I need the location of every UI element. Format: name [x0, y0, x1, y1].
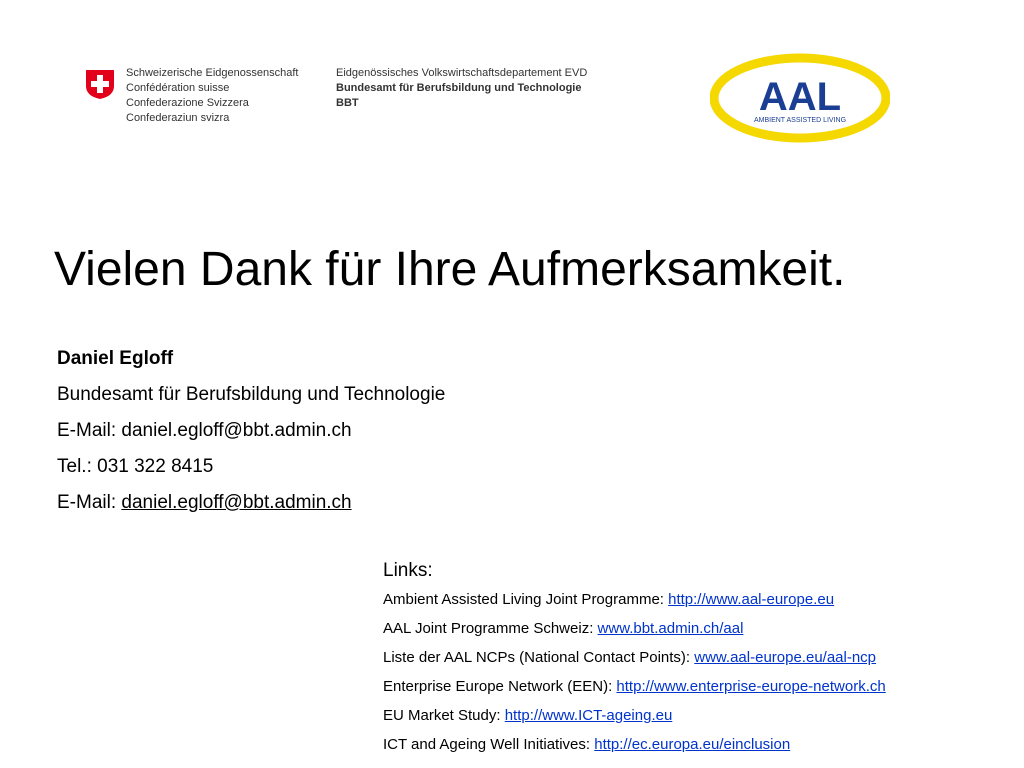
swiss-federal-logo — [84, 66, 604, 128]
link-label: AAL Joint Programme Schweiz: — [383, 620, 598, 637]
department-evd: Eidgenössisches Volkswirtschaftsdepartement EVD — [336, 67, 588, 79]
link-label: Liste der AAL NCPs (National Contact Points): — [383, 649, 695, 666]
link-label: ICT and Ageing Well Initiatives: — [383, 736, 595, 753]
contact-email-link[interactable]: daniel.egloff@bbt.admin.ch — [121, 492, 352, 513]
link-row-aal-programme — [383, 590, 886, 619]
link-row-market-study — [383, 706, 886, 735]
link-bbt-aal[interactable]: www.bbt.admin.ch/aal — [597, 620, 744, 637]
office-bbt: Bundesamt für Berufsbildung und Technologie BBT — [336, 82, 582, 109]
link-einclusion[interactable]: http://ec.europa.eu/einclusion — [594, 736, 791, 753]
links-section — [383, 558, 886, 764]
swiss-name-fr: Confédération suisse — [126, 82, 230, 94]
aal-logo-subtext: AMBIENT ASSISTED LIVING — [753, 117, 847, 124]
link-ict-ageing[interactable]: http://www.ICT-ageing.eu — [504, 707, 673, 724]
link-row-aal-schweiz — [383, 619, 886, 648]
link-enterprise-europe[interactable]: http://www.enterprise-europe-network.ch — [616, 678, 886, 695]
aal-logo-text: AAL — [758, 75, 842, 119]
swiss-name-de: Schweizerische Eidgenossenschaft — [126, 67, 299, 79]
aal-logo — [710, 52, 890, 144]
links-heading: Links: — [383, 560, 433, 581]
page-title: Vielen Dank für Ihre Aufmerksamkeit. — [54, 243, 846, 296]
link-label: EU Market Study: — [383, 707, 505, 724]
link-label: Ambient Assisted Living Joint Programme: — [383, 591, 669, 608]
contact-organisation: Bundesamt für Berufsbildung und Technologie — [57, 384, 446, 405]
swiss-name-it: Confederazione Svizzera — [126, 97, 249, 109]
contact-email-prefix: E-Mail: — [57, 492, 122, 513]
swiss-name-rm: Confederaziun svizra — [126, 112, 230, 124]
contact-email-link-line — [57, 490, 445, 526]
link-label: Enterprise Europe Network (EEN): — [383, 678, 617, 695]
contact-block — [57, 346, 445, 526]
contact-phone-line: Tel.: 031 322 8415 — [57, 456, 214, 477]
contact-name: Daniel Egloff — [57, 348, 174, 369]
link-aal-europe[interactable]: http://www.aal-europe.eu — [668, 591, 835, 608]
link-row-een — [383, 677, 886, 706]
link-row-ncp-list — [383, 648, 886, 677]
link-aal-ncp[interactable]: www.aal-europe.eu/aal-ncp — [694, 649, 877, 666]
link-row-ict-initiatives — [383, 735, 886, 764]
contact-email-line: E-Mail: daniel.egloff@bbt.admin.ch — [57, 420, 352, 441]
swiss-confederation-names — [126, 66, 298, 126]
department-names — [336, 66, 604, 111]
swiss-cross-icon — [84, 68, 116, 100]
